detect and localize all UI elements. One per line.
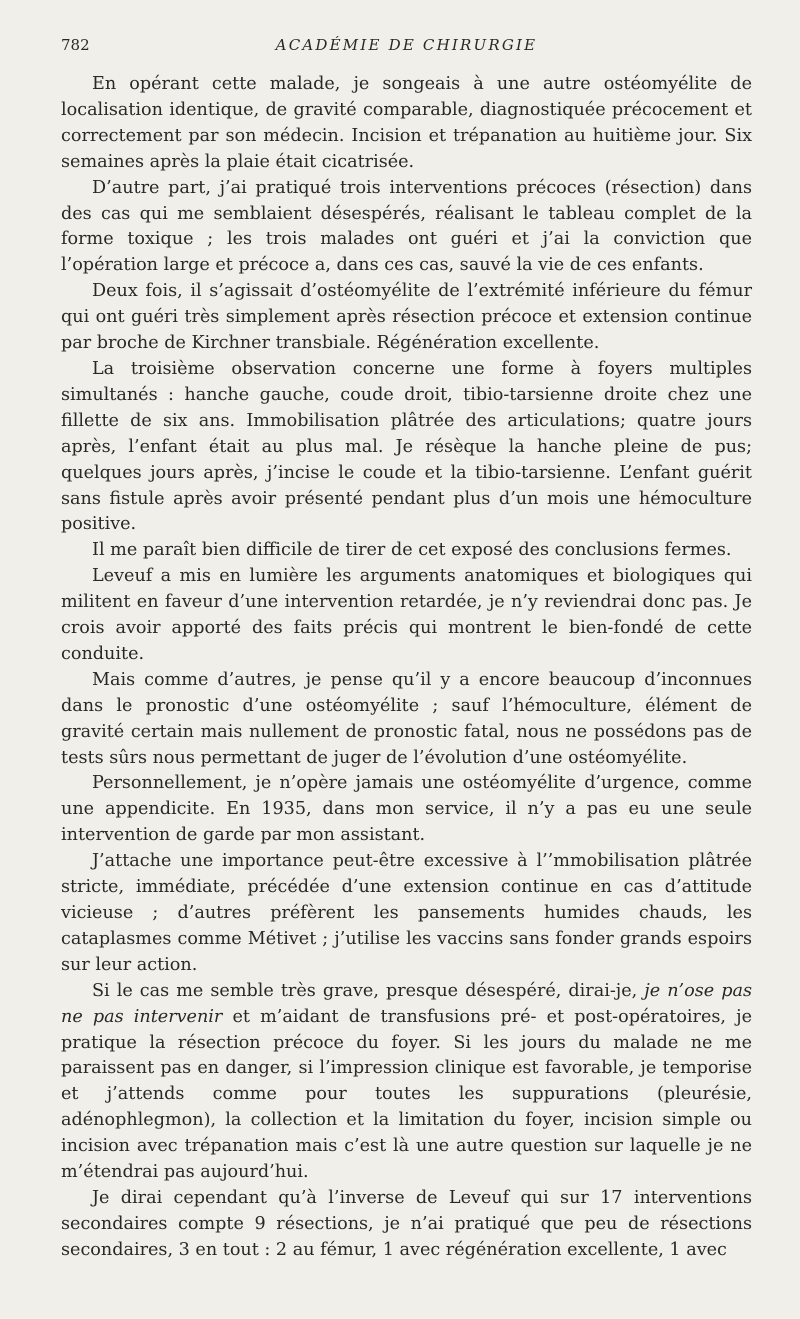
paragraph: En opérant cette malade, je songeais à une autre ostéomyélite de localisation identique, de gravité comparable, diagnostiquée précocement et correctement par son médecin. Incision et trépanation au huitième jour. Six semaines après la plaie était cicatrisée. bbox=[61, 74, 752, 172]
paragraph-text-end: et m’aidant de transfusions pré- et post-opératoires, je pratique la résection précoce du foyer. Si les jours du malade ne me paraissent pas en danger, si l’impression clinique est favorable, je temporise et j’attends comme pour toutes les suppurations (pleurésie, adénophlegmon), la collection et la limitation du foyer, incision simple ou incision avec trépanation mais c’est là une autre question sur laquelle je ne m’étendrai pas aujourd’hui. bbox=[61, 1006, 752, 1183]
paragraph: Je dirai cependant qu’à l’inverse de Leveuf qui sur 17 interventions secondaires compte 9 résections, je n’ai pratiqué que peu de résections secondaires, 3 en tout : 2 au fémur, 1 avec régénération excellente, 1 avec bbox=[61, 1187, 752, 1260]
paragraph: Deux fois, il s’agissait d’ostéomyélite de l’extrémité inférieure du fémur qui ont guéri très simplement après résection précoce et extension continue par broche de Kirchner transbiale. Régénération excellente. bbox=[61, 281, 752, 354]
paragraph: Il me paraît bien difficile de tirer de cet exposé des conclusions fermes. bbox=[92, 540, 732, 561]
paragraph: La troisième observation concerne une forme à foyers multiples simultanés : hanche gauche, coude droit, tibio-tarsienne droite chez une fillette de six ans. Immobilisation plâtrée des articulations; quatre jours après, l’enfant était au plus mal. Je résèque la hanche pleine de pus; quelques jours après, j’incise le coude et la tibio-tarsienne. L’enfant guérit sans fistule après avoir présenté pendant plus d’un mois une hémoculture positive. bbox=[61, 358, 752, 535]
page-number: 782 bbox=[61, 36, 90, 54]
paragraph: J’attache une importance peut-être excessive à l’’mmobilisation plâtrée stricte, immédiate, précédée d’une extension continue en cas d’attitude vicieuse ; d’autres préfèrent les pansements humides chauds, les cataplasmes comme Métivet ; j’utilise les vaccins sans fonder grands espoirs sur leur action. bbox=[61, 851, 752, 975]
paragraph bbox=[61, 979, 752, 1186]
paragraph: Personnellement, je n’opère jamais une ostéomyélite d’urgence, comme une appendicite. En 1935, dans mon service, il n’y a pas eu une seule intervention de garde par mon assistant. bbox=[61, 773, 752, 846]
paragraph: Leveuf a mis en lumière les arguments anatomiques et biologiques qui militent en faveur d’une intervention retardée, je n’y reviendrai donc pas. Je crois avoir apporté des faits précis qui montrent le bien-fondé de cette conduite. bbox=[61, 566, 752, 664]
italic-phrase: je n’ose pas ne pas intervenir bbox=[61, 980, 752, 1027]
paragraph: D’autre part, j’ai pratiqué trois interventions précoces (résection) dans des cas qui me semblaient désespérés, réalisant le tableau complet de la forme toxique ; les trois malades ont guéri et j’ai la conviction que l’opération large et précoce a, dans ces cas, sauvé la vie de ces enfants. bbox=[61, 177, 752, 276]
running-header bbox=[61, 30, 752, 60]
article-body bbox=[61, 72, 752, 1264]
paragraph-text-start: Si le cas me semble très grave, presque désespéré, dirai-je, bbox=[92, 980, 645, 1001]
journal-title: ACADÉMIE DE CHIRURGIE bbox=[275, 36, 538, 54]
paragraph: Mais comme d’autres, je pense qu’il y a encore beaucoup d’inconnues dans le pronostic d’une ostéomyélite ; sauf l’hémoculture, élément de gravité certain mais nullement de pronostic fatal, nous ne possédons pas de tests sûrs nous permettant de juger de l’évolution d’une ostéomyélite. bbox=[61, 669, 752, 768]
